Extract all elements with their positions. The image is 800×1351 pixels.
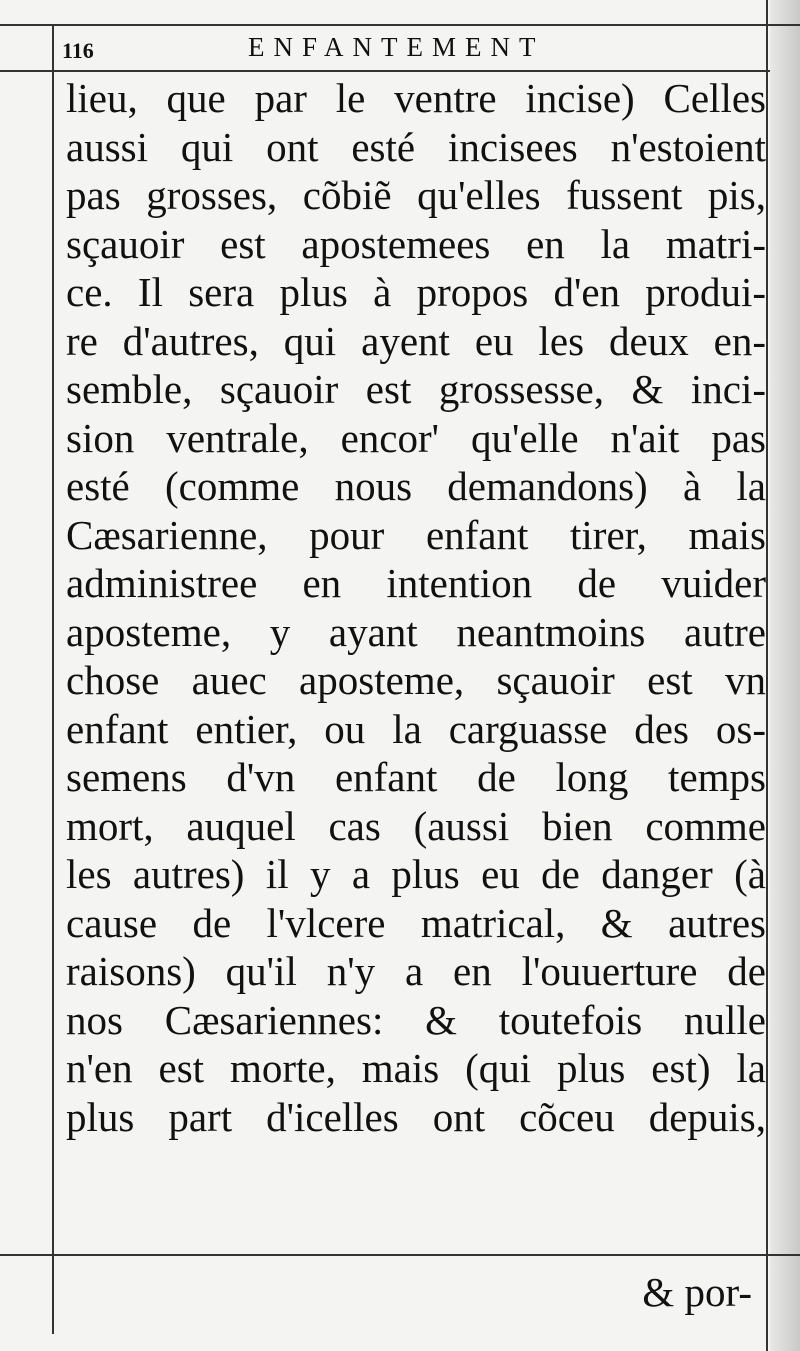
- text-line: aposteme, y ayant neantmoins autre: [66, 608, 766, 655]
- text-line: ce. Il sera plus à propos d'en produi-: [66, 269, 766, 315]
- page-number: 116: [62, 38, 94, 63]
- page-gutter: [770, 0, 800, 1351]
- text-line: cause de l'vlcere matrical, & autres: [66, 899, 766, 946]
- text-line: n'en est morte, mais (qui plus est) la: [66, 1045, 766, 1091]
- text-line: administree en intention de vuider: [66, 560, 766, 606]
- text-line: sion ventrale, encor' qu'elle n'ait pas: [66, 414, 766, 461]
- text-line: plus part d'icelles ont cõceu depuis,: [66, 1093, 766, 1140]
- text-line: sçauoir est apostemees en la matri-: [66, 220, 766, 267]
- text-line: chose auec aposteme, sçauoir est vn: [66, 657, 766, 703]
- text-line: semens d'vn enfant de long temps: [66, 754, 766, 800]
- text-line: enfant entier, ou la carguasse des os-: [66, 705, 766, 752]
- text-line: pas grosses, cõbiẽ qu'elles fussent pis,: [66, 172, 766, 218]
- text-line: les autres) il y a plus eu de danger (à: [66, 851, 766, 897]
- text-line: Cæsarienne, pour enfant tirer, mais: [66, 511, 766, 558]
- frame-rule-bottom: [0, 1254, 800, 1256]
- text-line: lieu, que par le ventre incise) Celles: [66, 75, 766, 121]
- text-line: mort, auquel cas (aussi bien comme: [66, 802, 766, 849]
- text-line: re d'autres, qui ayent eu les deux en-: [66, 317, 766, 364]
- text-line: semble, sçauoir est grossesse, & inci-: [66, 366, 766, 412]
- text-line: nos Cæsariennes: & toutefois nulle: [66, 996, 766, 1043]
- text-line: aussi qui ont esté incisees n'estoient: [66, 123, 766, 170]
- body-text: [66, 74, 766, 1141]
- text-line: raisons) qu'il n'y a en l'ouuerture de: [66, 948, 766, 994]
- frame-rule-under-header: [0, 70, 770, 72]
- catchword: & por-: [642, 1269, 752, 1315]
- running-head: ENFANTEMENT: [248, 32, 545, 62]
- text-line: esté (comme nous demandons) à la: [66, 463, 766, 509]
- page-header: [62, 32, 762, 68]
- frame-rule-left: [52, 24, 54, 1334]
- frame-rule-top: [0, 24, 800, 26]
- frame-rule-right: [766, 0, 768, 1351]
